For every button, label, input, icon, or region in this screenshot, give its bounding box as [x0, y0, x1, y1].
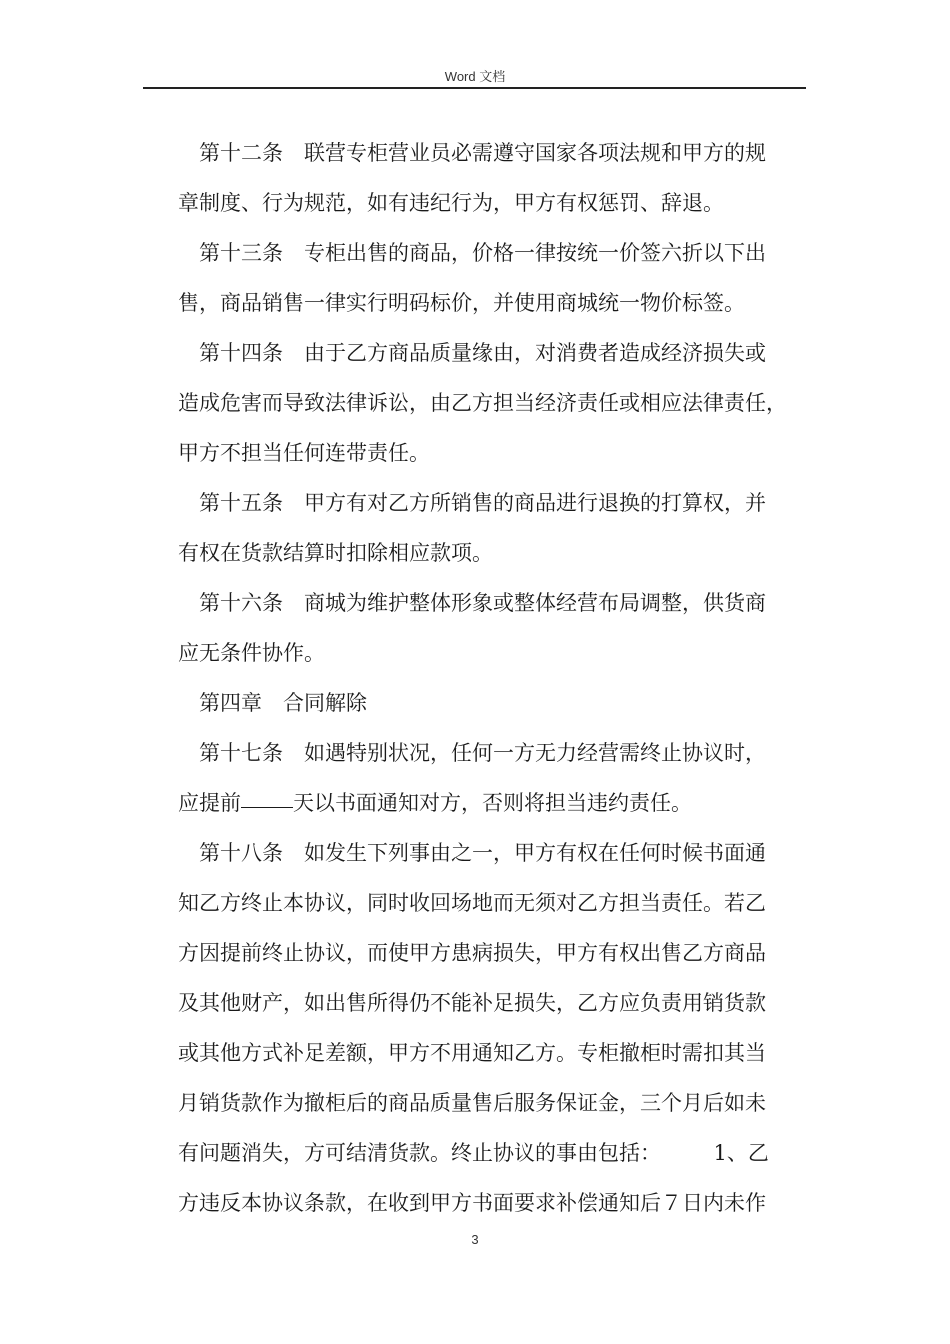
paragraph-line: 月销货款作为撤柜后的商品质量售后服务保证金，三个月后如未: [178, 1091, 766, 1115]
paragraph-line-with-blank: [178, 778, 810, 828]
paragraph-line: 应无条件协作。: [178, 641, 325, 665]
paragraph-line: 或其他方式补足差额，甲方不用通知乙方。专柜撤柜时需扣其当: [178, 1041, 766, 1065]
paragraph-line: 第十七条 如遇特别状况，任何一方无力经营需终止协议时，: [199, 741, 766, 765]
paragraph-line: 有问题消失，方可结清货款。终止协议的事由包括： 1、乙: [178, 1141, 769, 1165]
paragraph-line: 造成危害而导致法律诉讼，由乙方担当经济责任或相应法律责任，: [178, 391, 787, 415]
paragraph-line: 甲方不担当任何连带责任。: [178, 441, 430, 465]
blank-prefix-text: 应提前: [178, 791, 241, 815]
paragraph-line: 知乙方终止本协议，同时收回场地而无须对乙方担当责任。若乙: [178, 891, 766, 915]
document-body: [178, 128, 810, 1228]
paragraph-line: 方因提前终止协议，而使甲方患病损失，甲方有权出售乙方商品: [178, 941, 766, 965]
page-number: 3: [471, 1232, 479, 1247]
paragraph-line: 章制度、行为规范，如有违纪行为，甲方有权惩罚、辞退。: [178, 191, 724, 215]
paragraph-line: 方违反本协议条款，在收到甲方书面要求补偿通知后７日内未作: [178, 1191, 766, 1215]
paragraph-line: 有权在货款结算时扣除相应款项。: [178, 541, 493, 565]
paragraph-line: 第十六条 商城为维护整体形象或整体经营布局调整，供货商: [199, 591, 766, 615]
blank-suffix-text: 天以书面通知对方，否则将担当违约责任。: [293, 791, 692, 815]
page-header: Word 文档: [444, 69, 506, 84]
chapter-heading: 第四章 合同解除: [199, 691, 367, 715]
paragraph-line: 售，商品销售一律实行明码标价，并使用商城统一物价标签。: [178, 291, 745, 315]
paragraph-line: 第十三条 专柜出售的商品，价格一律按统一价签六折以下出: [199, 241, 766, 265]
paragraph-line: 第十四条 由于乙方商品质量缘由，对消费者造成经济损失或: [199, 341, 766, 365]
paragraph-line: 第十二条 联营专柜营业员必需遵守国家各项法规和甲方的规: [199, 141, 766, 165]
fill-in-blank: [241, 783, 293, 808]
paragraph-line: 及其他财产，如出售所得仍不能补足损失，乙方应负责用销货款: [178, 991, 766, 1015]
header-divider: [143, 87, 806, 89]
paragraph-line: 第十五条 甲方有对乙方所销售的商品进行退换的打算权，并: [199, 491, 766, 515]
paragraph-line: 第十八条 如发生下列事由之一，甲方有权在任何时候书面通: [199, 841, 766, 865]
